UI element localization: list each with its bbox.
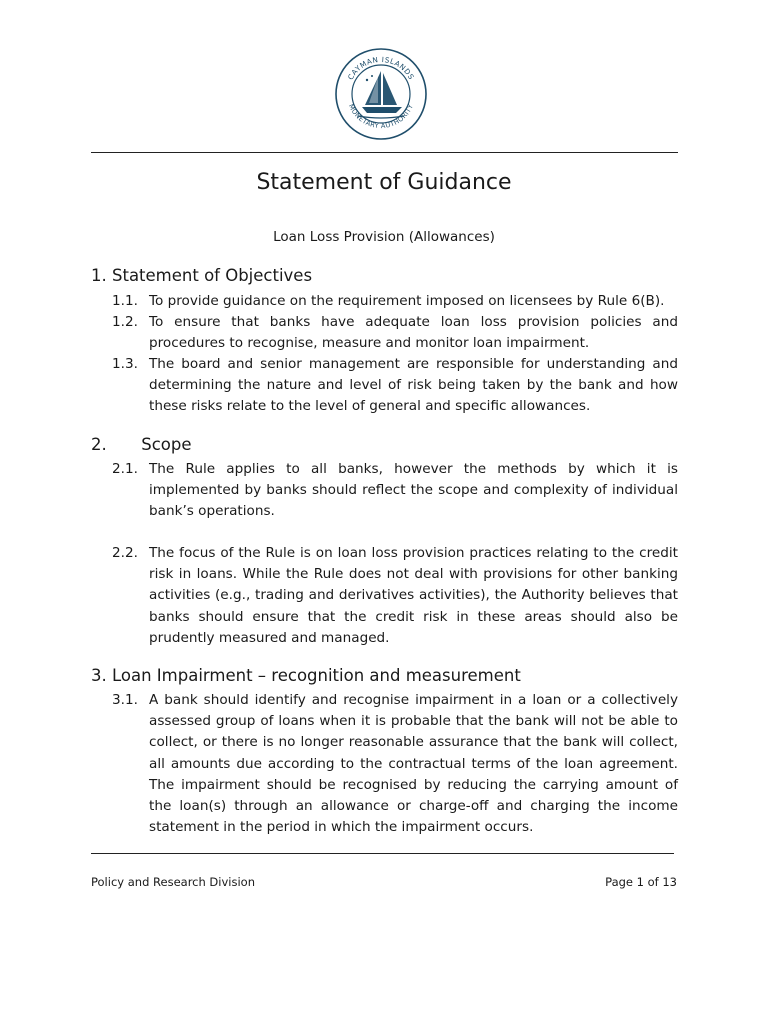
list-item xyxy=(112,354,678,418)
section-title: Scope xyxy=(141,435,192,454)
cima-seal-logo xyxy=(334,47,428,141)
footer-page-number: Page 1 of 13 xyxy=(605,875,677,889)
list-item xyxy=(112,312,678,354)
item-text: To ensure that banks have adequate loan loss provision policies and procedures to recognise, measure and monitor loan impairment. xyxy=(149,314,678,352)
item-text: The board and senior management are responsible for understanding and determining the nature and level of risk being taken by the bank and how these risks relate to the level of general and specific allowances. xyxy=(149,356,678,415)
section-heading xyxy=(91,666,521,685)
svg-text:MONETARY AUTHORITY xyxy=(347,102,415,130)
section-number: 3. xyxy=(91,666,107,685)
svg-text:CAYMAN ISLANDS xyxy=(346,55,416,81)
header-rule xyxy=(91,152,678,153)
seal-text-top: CAYMAN ISLANDS xyxy=(345,54,417,82)
section-number: 2. xyxy=(91,435,107,454)
item-number: 1.1. xyxy=(112,293,138,309)
ship-icon xyxy=(358,71,404,118)
item-number: 2.1. xyxy=(112,461,138,477)
item-text: The Rule applies to all banks, however the methods by which it is implemented by banks should reflect the scope and complexity of individual bank’s operations. xyxy=(149,461,678,520)
list-item xyxy=(112,543,678,649)
item-number: 3.1. xyxy=(112,692,138,708)
list-item xyxy=(112,459,678,523)
section-number: 1. xyxy=(91,266,107,285)
item-number: 1.3. xyxy=(112,356,138,372)
seal-text-bottom: MONETARY AUTHORITY xyxy=(346,102,415,131)
item-text: A bank should identify and recognise impairment in a loan or a collectively assessed group of loans when it is probable that the bank will not be able to collect, or there is no longer reasonable assurance that the bank will collect, all amounts due according to the contractual terms of the loan agreement. The impairment should be recognised by reducing the carrying amount of the loan(s) through an allowance or charge-off and charging the income statement in the period in which the impairment occurs. xyxy=(149,692,678,836)
item-text: The focus of the Rule is on loan loss provision practices relating to the credit risk in loans. While the Rule does not deal with provisions for other banking activities (e.g., trading and derivatives activities), the Authority believes that banks should ensure that the credit risk in these areas should also be prudently measured and managed. xyxy=(149,545,678,646)
footer-rule xyxy=(91,853,674,854)
footer-division: Policy and Research Division xyxy=(91,875,255,889)
document-subtitle: Loan Loss Provision (Allowances) xyxy=(273,229,495,245)
section-title: Statement of Objectives xyxy=(112,266,313,285)
item-text: To provide guidance on the requirement imposed on licensees by Rule 6(B). xyxy=(149,293,665,309)
list-item xyxy=(112,291,678,312)
list-item xyxy=(112,690,678,838)
document-title: Statement of Guidance xyxy=(256,170,512,195)
section-heading xyxy=(91,266,312,285)
item-number: 2.2. xyxy=(112,545,138,561)
section-heading xyxy=(91,435,192,454)
section-title: Loan Impairment – recognition and measurement xyxy=(112,666,521,685)
item-number: 1.2. xyxy=(112,314,138,330)
